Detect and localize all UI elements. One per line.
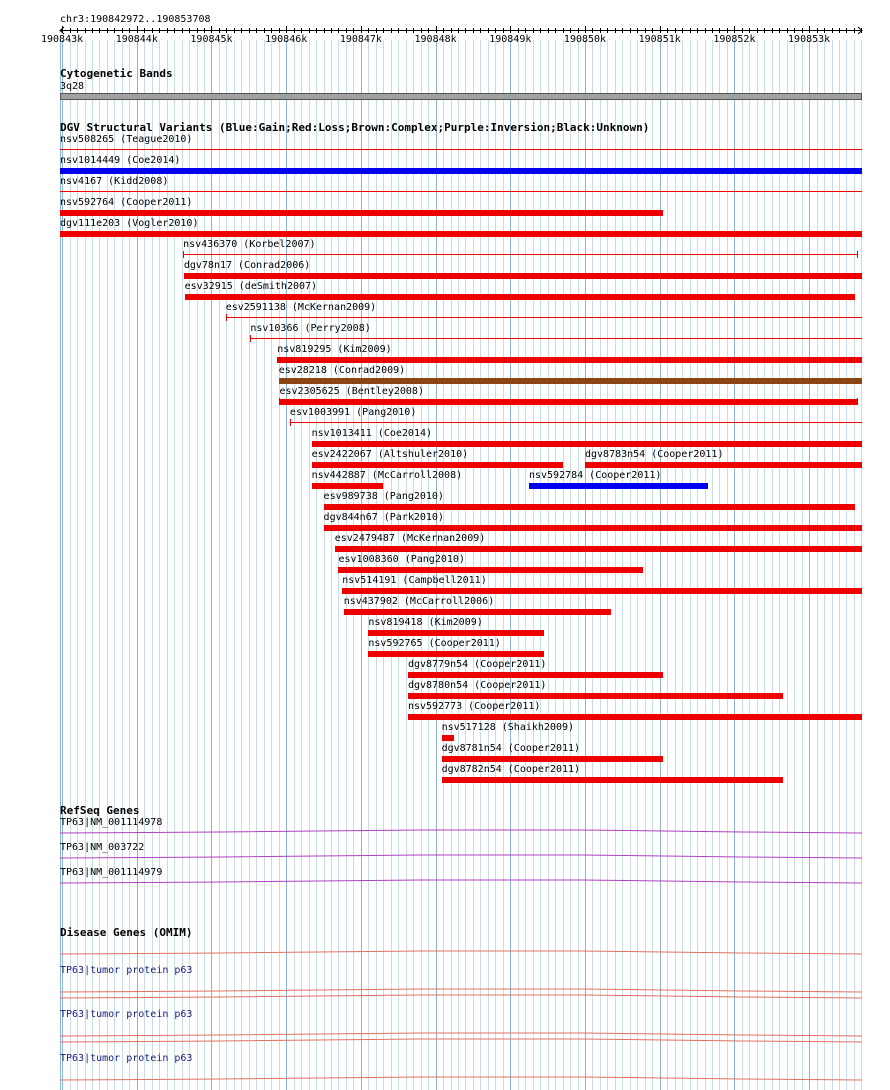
omim-gene-label[interactable]: TP63|tumor protein p63	[60, 965, 193, 976]
dgv-variant-bar[interactable]	[60, 191, 862, 192]
dgv-variant-label[interactable]: dgv8779n54 (Cooper2011)	[407, 659, 547, 670]
omim-track-title: Disease Genes (OMIM)	[60, 926, 193, 939]
omim-gene-line[interactable]	[60, 948, 862, 958]
dgv-variant-cap	[857, 251, 858, 258]
dgv-variant-label[interactable]: nsv592784 (Cooper2011)	[528, 470, 662, 481]
omim-gene-label[interactable]: TP63|tumor protein p63	[60, 1053, 193, 1064]
dgv-track-title: DGV Structural Variants (Blue:Gain;Red:Loss;Brown:Complex;Purple:Inversion;Black:Unknown)	[60, 121, 650, 134]
dgv-variant-bar[interactable]	[60, 168, 862, 174]
ruler-tick-label: 190844k	[115, 34, 158, 45]
dgv-variant-label[interactable]: nsv442887 (McCarroll2008)	[311, 470, 463, 481]
dgv-variant-label[interactable]: nsv436370 (Korbel2007)	[183, 239, 316, 250]
dgv-variant-whisker	[279, 401, 859, 402]
dgv-variant-bar[interactable]	[368, 651, 544, 657]
dgv-variant-bar[interactable]	[585, 462, 862, 468]
omim-gene-line[interactable]	[60, 1036, 862, 1046]
dgv-variant-bar[interactable]	[312, 483, 384, 489]
dgv-variant-cap	[290, 419, 291, 426]
dgv-variant-label[interactable]: nsv514191 (Campbell2011)	[342, 575, 487, 586]
refseq-gene-label[interactable]: TP63|NM_003722	[60, 842, 145, 853]
dgv-variant-bar[interactable]	[442, 756, 664, 762]
dgv-variant-label[interactable]: dgv78n17 (Conrad2006)	[183, 260, 311, 271]
refseq-gene-line[interactable]	[60, 852, 862, 862]
dgv-variant-bar[interactable]	[312, 441, 862, 447]
ruler-tick-label: 190853k	[788, 34, 831, 45]
dgv-variant-bar[interactable]	[60, 231, 862, 237]
dgv-variant-bar[interactable]	[335, 546, 862, 552]
refseq-gene-line[interactable]	[60, 877, 862, 887]
dgv-variant-bar[interactable]	[344, 609, 611, 615]
dgv-variant-label[interactable]: esv1008360 (Pang2010)	[338, 554, 465, 565]
refseq-gene-line[interactable]	[60, 827, 862, 837]
refseq-track-title: RefSeq Genes	[60, 804, 140, 817]
dgv-variant-label[interactable]: dgv8780n54 (Cooper2011)	[407, 680, 547, 691]
dgv-variant-bar[interactable]	[60, 210, 663, 216]
dgv-variant-label[interactable]: nsv1014449 (Coe2014)	[60, 155, 181, 166]
dgv-variant-label[interactable]: esv2591138 (McKernan2009)	[225, 302, 377, 313]
dgv-variant-label[interactable]: nsv592764 (Cooper2011)	[60, 197, 193, 208]
ruler-tick-label: 190851k	[638, 34, 681, 45]
ruler-tick-label: 190847k	[339, 34, 382, 45]
dgv-variant-cap	[857, 398, 858, 405]
dgv-variant-bar[interactable]	[324, 525, 862, 531]
dgv-variant-bar[interactable]	[183, 254, 858, 255]
dgv-variant-label[interactable]: nsv437902 (McCarroll2006)	[343, 596, 495, 607]
ruler-tick-label: 190852k	[713, 34, 756, 45]
dgv-variant-label[interactable]: dgv8782n54 (Cooper2011)	[441, 764, 581, 775]
dgv-variant-label[interactable]: nsv1013411 (Coe2014)	[311, 428, 433, 439]
dgv-variant-label[interactable]: nsv592773 (Cooper2011)	[407, 701, 541, 712]
omim-gene-label[interactable]: TP63|tumor protein p63	[60, 1009, 193, 1020]
dgv-variant-bar[interactable]	[184, 273, 862, 279]
ruler-tick-label: 190846k	[265, 34, 308, 45]
ruler-tick-label: 190845k	[190, 34, 233, 45]
dgv-variant-cap	[250, 335, 251, 342]
dgv-variant-bar[interactable]	[442, 735, 455, 741]
dgv-variant-bar[interactable]	[185, 294, 855, 300]
dgv-variant-label[interactable]: dgv8783n54 (Cooper2011)	[585, 449, 724, 460]
dgv-variant-label[interactable]: nsv819295 (Kim2009)	[277, 344, 392, 355]
dgv-variant-label[interactable]: dgv844n67 (Park2010)	[323, 512, 444, 523]
ruler-tick-label: 190849k	[489, 34, 532, 45]
omim-gene-line[interactable]	[60, 1074, 862, 1084]
dgv-variant-label[interactable]: nsv4167 (Kidd2008)	[60, 176, 169, 187]
dgv-variant-bar[interactable]	[324, 504, 856, 510]
dgv-variant-label[interactable]: nsv517128 (Shaikh2009)	[441, 722, 575, 733]
omim-gene-line[interactable]	[60, 992, 862, 1002]
ruler-tick-label: 190843k	[41, 34, 84, 45]
ruler-tick-label: 190848k	[414, 34, 457, 45]
dgv-variant-bar[interactable]	[342, 588, 862, 594]
dgv-variant-bar[interactable]	[250, 338, 862, 339]
dgv-variant-label[interactable]: dgv111e203 (Vogler2010)	[60, 218, 199, 229]
cytoband-ideogram[interactable]	[60, 93, 862, 100]
dgv-variant-bar[interactable]	[529, 483, 708, 489]
dgv-variant-cap	[183, 251, 184, 258]
dgv-variant-bar[interactable]	[408, 672, 663, 678]
dgv-variant-label[interactable]: esv1003991 (Pang2010)	[289, 407, 417, 418]
dgv-variant-label[interactable]: nsv819418 (Kim2009)	[368, 617, 483, 628]
dgv-variant-bar[interactable]	[408, 693, 783, 699]
dgv-variant-label[interactable]: nsv508265 (Teague2010)	[60, 134, 193, 145]
dgv-variant-cap	[279, 398, 280, 405]
dgv-variant-bar[interactable]	[442, 777, 783, 783]
dgv-variant-label[interactable]: nsv592765 (Cooper2011)	[368, 638, 501, 649]
dgv-variant-bar[interactable]	[290, 422, 862, 423]
dgv-variant-label[interactable]: esv2479487 (McKernan2009)	[334, 533, 486, 544]
dgv-variant-label[interactable]: esv28218 (Conrad2009)	[278, 365, 406, 376]
dgv-variant-label[interactable]: esv2422067 (Altshuler2010)	[311, 449, 469, 460]
coordinate-label: chr3:190842972..190853708	[60, 14, 211, 25]
dgv-variant-bar[interactable]	[279, 399, 856, 405]
cytoband-label[interactable]: 3q28	[60, 81, 85, 92]
refseq-gene-label[interactable]: TP63|NM_001114978	[60, 817, 163, 828]
refseq-gene-label[interactable]: TP63|NM_001114979	[60, 867, 163, 878]
dgv-variant-label[interactable]: esv32915 (deSmith2007)	[184, 281, 318, 292]
dgv-variant-bar[interactable]	[408, 714, 862, 720]
dgv-variant-bar[interactable]	[312, 462, 563, 468]
ruler-tick-label: 190850k	[563, 34, 607, 45]
dgv-variant-label[interactable]: esv2305625 (Bentley2008)	[279, 386, 424, 397]
dgv-variant-bar[interactable]	[60, 149, 862, 150]
cytobands-track-title: Cytogenetic Bands	[60, 67, 173, 80]
dgv-variant-label[interactable]: dgv8781n54 (Cooper2011)	[441, 743, 581, 754]
dgv-variant-bar[interactable]	[277, 357, 862, 363]
dgv-variant-bar[interactable]	[368, 630, 544, 636]
ruler-axis	[0, 0, 890, 60]
dgv-variant-bar[interactable]	[338, 567, 643, 573]
dgv-variant-label[interactable]: esv989738 (Pang2010)	[323, 491, 444, 502]
dgv-variant-bar[interactable]	[279, 378, 862, 384]
dgv-variant-cap	[226, 314, 227, 321]
dgv-variant-bar[interactable]	[226, 317, 862, 318]
dgv-variant-label[interactable]: nsv10366 (Perry2008)	[250, 323, 371, 334]
